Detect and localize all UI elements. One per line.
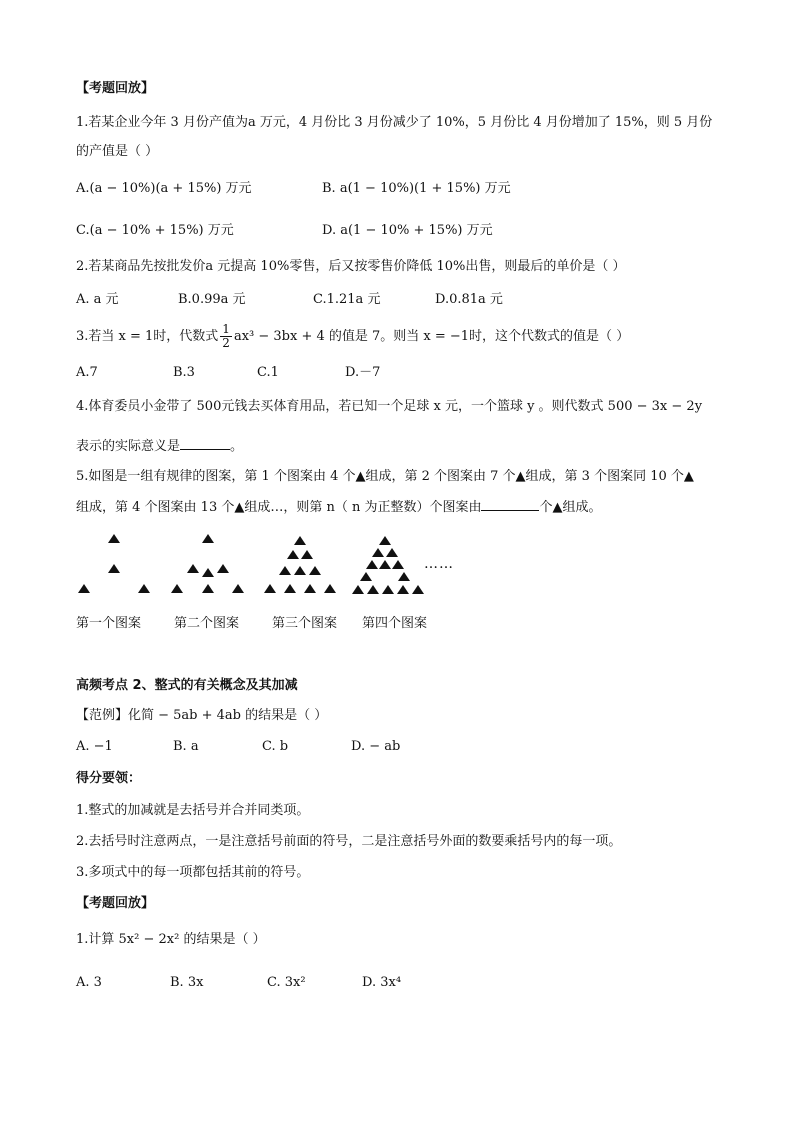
triangle-mark bbox=[202, 534, 214, 543]
ellipsis-dots: …… bbox=[424, 556, 454, 572]
triangle-mark bbox=[397, 585, 409, 594]
triangle-mark bbox=[301, 550, 313, 559]
answer-blank bbox=[180, 437, 230, 450]
section-title: 高频考点 2、整式的有关概念及其加减 bbox=[76, 678, 298, 693]
question-3-option-b: B.3 bbox=[173, 365, 195, 380]
caption-pattern-1: 第一个图案 bbox=[76, 616, 142, 631]
question-2-option-c: C.1.21a 元 bbox=[313, 292, 381, 307]
caption-pattern-3: 第三个图案 bbox=[272, 616, 338, 631]
triangle-mark bbox=[379, 560, 391, 569]
triangle-mark bbox=[202, 568, 214, 577]
triangle-mark bbox=[202, 584, 214, 593]
question-3-option-a: A.7 bbox=[76, 365, 98, 380]
question-4-line1: 4.体育委员小金带了 500元钱去买体育用品，若已知一个足球 x 元，一个篮球 y 。则代数式 500 − 3x − 2y bbox=[76, 399, 703, 414]
tips-title: 得分要领： bbox=[76, 771, 142, 786]
example-option-a: A. −1 bbox=[76, 739, 113, 754]
triangle-mark bbox=[352, 585, 364, 594]
triangle-mark bbox=[217, 564, 229, 573]
pattern-2 bbox=[171, 534, 244, 593]
triangle-mark bbox=[412, 585, 424, 594]
question-5-line2 bbox=[76, 498, 601, 517]
triangle-mark bbox=[304, 584, 316, 593]
triangle-mark bbox=[294, 566, 306, 575]
question-calc: 1.计算 5x² − 2x² 的结果是（ ） bbox=[76, 932, 266, 947]
fraction-denominator: 2 bbox=[222, 336, 230, 350]
triangle-mark bbox=[138, 584, 150, 593]
tip-1: 1.整式的加减就是去括号并合并同类项。 bbox=[76, 803, 310, 818]
question-2-option-b: B.0.99a 元 bbox=[178, 292, 246, 307]
fraction-numerator: 1 bbox=[222, 322, 230, 336]
triangle-mark bbox=[264, 584, 276, 593]
triangle-patterns-figure bbox=[70, 530, 450, 605]
triangle-mark bbox=[232, 584, 244, 593]
triangle-mark bbox=[287, 550, 299, 559]
example-question: 【范例】化简 − 5ab + 4ab 的结果是（ ） bbox=[76, 708, 328, 723]
tip-2: 2.去括号时注意两点，一是注意括号前面的符号，二是注意括号外面的数要乘括号内的每一项。 bbox=[76, 834, 622, 849]
triangle-mark bbox=[108, 534, 120, 543]
question-2-option-d: D.0.81a 元 bbox=[435, 292, 503, 307]
caption-pattern-2: 第二个图案 bbox=[174, 616, 240, 631]
question-1-line1: 1.若某企业今年 3 月份产值为a 万元，4 月份比 3 月份减少了 10%，5 月份比 4 月份增加了 15%，则 5 月份 bbox=[76, 115, 713, 130]
question-4-line2-post: 。 bbox=[230, 439, 244, 454]
question-2-option-a: A. a 元 bbox=[76, 292, 119, 307]
triangle-mark bbox=[360, 572, 372, 581]
triangle-mark bbox=[108, 564, 120, 573]
calc-option-d: D. 3x⁴ bbox=[362, 975, 402, 990]
question-1-line2: 的产值是（ ） bbox=[76, 144, 159, 159]
pattern-1 bbox=[78, 534, 150, 593]
triangle-mark bbox=[78, 584, 90, 593]
tip-3: 3.多项式中的每一项都包括其前的符号。 bbox=[76, 865, 310, 880]
fraction-one-half bbox=[220, 323, 232, 350]
section-header: 【考题回放】 bbox=[76, 81, 155, 96]
pattern-3 bbox=[264, 536, 336, 593]
caption-pattern-4: 第四个图案 bbox=[362, 616, 428, 631]
triangle-mark bbox=[366, 560, 378, 569]
example-option-c: C. b bbox=[262, 739, 289, 754]
section-header: 【考题回放】 bbox=[76, 896, 155, 911]
example-option-b: B. a bbox=[173, 739, 199, 754]
calc-option-b: B. 3x bbox=[170, 975, 204, 990]
triangle-mark bbox=[294, 536, 306, 545]
triangle-mark bbox=[372, 548, 384, 557]
triangle-mark bbox=[187, 564, 199, 573]
question-5-line2-post: 个▲组成。 bbox=[539, 500, 602, 515]
question-4-line2-pre: 表示的实际意义是 bbox=[76, 439, 181, 454]
question-1-option-b: B. a(1 − 10%)(1 + 15%) 万元 bbox=[322, 181, 511, 196]
question-2-line1: 2.若某商品先按批发价a 元提高 10%零售，后又按零售价降低 10%出售，则最后的单价是（ ） bbox=[76, 259, 626, 274]
triangle-mark bbox=[279, 566, 291, 575]
triangle-mark bbox=[382, 585, 394, 594]
triangle-mark bbox=[398, 572, 410, 581]
triangle-mark bbox=[392, 560, 404, 569]
question-3-suffix: ax³ − 3bx + 4 的值是 7。则当 x = −1时，这个代数式的值是（ ） bbox=[233, 329, 630, 344]
triangle-mark bbox=[309, 566, 321, 575]
calc-option-c: C. 3x² bbox=[267, 975, 306, 990]
question-3-line1 bbox=[76, 322, 629, 352]
example-option-d: D. − ab bbox=[351, 739, 401, 754]
question-3-prefix: 3.若当 x = 1时，代数式 bbox=[76, 329, 219, 344]
pattern-4 bbox=[352, 536, 424, 594]
question-5-line2-pre: 组成，第 4 个图案由 13 个▲组成…，则第 n（ n 为正整数）个图案由 bbox=[76, 500, 482, 515]
calc-option-a: A. 3 bbox=[76, 975, 102, 990]
question-3-option-c: C.1 bbox=[257, 365, 279, 380]
triangle-mark bbox=[386, 548, 398, 557]
question-5-line1: 5.如图是一组有规律的图案，第 1 个图案由 4 个▲组成，第 2 个图案由 7 个▲组成，第 3 个图案同 10 个▲ bbox=[76, 469, 694, 484]
triangle-mark bbox=[379, 536, 391, 545]
triangle-mark bbox=[171, 584, 183, 593]
question-1-option-d: D. a(1 − 10% + 15%) 万元 bbox=[322, 223, 493, 238]
answer-blank bbox=[481, 498, 539, 511]
question-1-option-c: C.(a − 10% + 15%) 万元 bbox=[76, 223, 234, 238]
triangle-mark bbox=[324, 584, 336, 593]
triangle-mark bbox=[367, 585, 379, 594]
question-3-option-d: D.－7 bbox=[345, 365, 381, 380]
question-1-option-a: A.(a − 10%)(a + 15%) 万元 bbox=[76, 181, 252, 196]
triangle-mark bbox=[284, 584, 296, 593]
question-4-line2 bbox=[76, 437, 243, 456]
